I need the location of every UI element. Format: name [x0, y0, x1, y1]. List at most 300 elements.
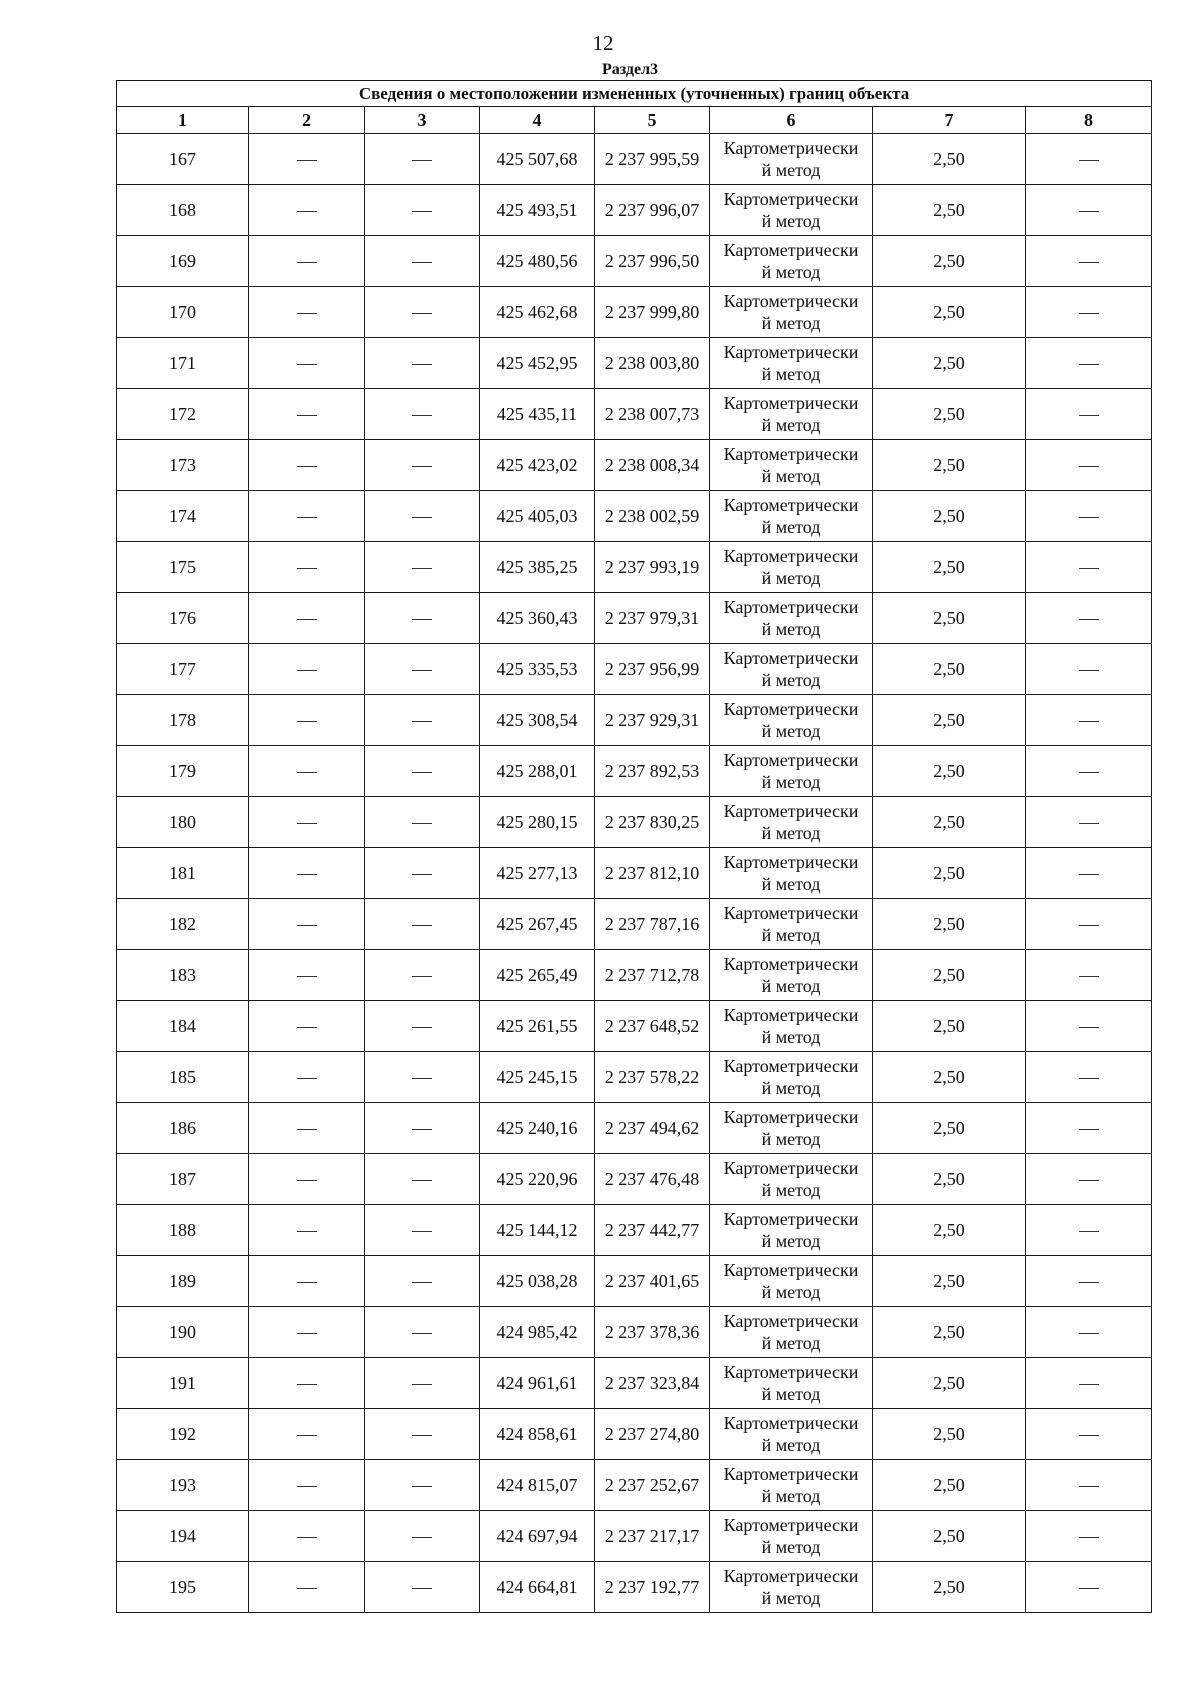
dash-mark — [412, 976, 432, 977]
dash-mark — [1079, 568, 1099, 569]
dash-mark — [1079, 1180, 1099, 1181]
y-coordinate-cell: 2 237 929,31 — [595, 695, 710, 746]
empty-cell — [249, 542, 365, 593]
method-line-1: Картометрически — [723, 1413, 859, 1433]
y-coordinate-cell: 2 237 252,67 — [595, 1460, 710, 1511]
x-coordinate-cell: 425 265,49 — [480, 950, 595, 1001]
table-row — [117, 1358, 1152, 1409]
empty-cell — [365, 389, 480, 440]
precision-cell: 2,50 — [873, 491, 1026, 542]
precision-cell: 2,50 — [873, 1103, 1026, 1154]
dash-mark — [1079, 1537, 1099, 1538]
point-number-cell: 168 — [117, 185, 249, 236]
empty-cell — [365, 287, 480, 338]
method-line-2: й метод — [761, 1588, 821, 1608]
dash-mark — [297, 619, 317, 620]
dash-mark — [412, 1282, 432, 1283]
empty-cell — [249, 389, 365, 440]
x-coordinate-cell: 424 858,61 — [480, 1409, 595, 1460]
method-line-2: й метод — [761, 1129, 821, 1149]
empty-cell — [1026, 950, 1152, 1001]
dash-mark — [412, 1486, 432, 1487]
y-coordinate-cell: 2 237 578,22 — [595, 1052, 710, 1103]
precision-cell: 2,50 — [873, 236, 1026, 287]
column-number: 7 — [873, 107, 1026, 134]
x-coordinate-cell: 425 423,02 — [480, 440, 595, 491]
empty-cell — [249, 1358, 365, 1409]
empty-cell — [249, 338, 365, 389]
table-row — [117, 848, 1152, 899]
table-row — [117, 287, 1152, 338]
x-coordinate-cell: 425 261,55 — [480, 1001, 595, 1052]
method-line-2: й метод — [761, 211, 821, 231]
method-line-1: Картометрически — [723, 1107, 859, 1127]
table-row — [117, 1205, 1152, 1256]
y-coordinate-cell: 2 237 996,50 — [595, 236, 710, 287]
empty-cell — [365, 746, 480, 797]
method-cell — [710, 338, 873, 389]
method-cell — [710, 1103, 873, 1154]
point-number-cell: 184 — [117, 1001, 249, 1052]
dash-mark — [412, 772, 432, 773]
dash-mark — [297, 1384, 317, 1385]
dash-mark — [1079, 1078, 1099, 1079]
dash-mark — [412, 1231, 432, 1232]
empty-cell — [365, 1460, 480, 1511]
y-coordinate-cell: 2 237 995,59 — [595, 134, 710, 185]
empty-cell — [249, 797, 365, 848]
method-cell — [710, 1154, 873, 1205]
point-number-cell: 175 — [117, 542, 249, 593]
empty-cell — [365, 338, 480, 389]
empty-cell — [1026, 1307, 1152, 1358]
table-row — [117, 389, 1152, 440]
method-line-1: Картометрически — [723, 699, 859, 719]
table-row — [117, 695, 1152, 746]
y-coordinate-cell: 2 238 003,80 — [595, 338, 710, 389]
dash-mark — [297, 925, 317, 926]
empty-cell — [365, 950, 480, 1001]
table-row — [117, 1001, 1152, 1052]
precision-cell: 2,50 — [873, 899, 1026, 950]
table-row — [117, 746, 1152, 797]
point-number-cell: 170 — [117, 287, 249, 338]
dash-mark — [297, 160, 317, 161]
x-coordinate-cell: 425 220,96 — [480, 1154, 595, 1205]
y-coordinate-cell: 2 237 217,17 — [595, 1511, 710, 1562]
method-line-2: й метод — [761, 364, 821, 384]
empty-cell — [249, 440, 365, 491]
empty-cell — [249, 593, 365, 644]
dash-mark — [412, 1384, 432, 1385]
method-cell — [710, 491, 873, 542]
x-coordinate-cell: 425 267,45 — [480, 899, 595, 950]
empty-cell — [365, 1001, 480, 1052]
precision-cell: 2,50 — [873, 1358, 1026, 1409]
x-coordinate-cell: 425 335,53 — [480, 644, 595, 695]
y-coordinate-cell: 2 238 007,73 — [595, 389, 710, 440]
empty-cell — [249, 1052, 365, 1103]
method-line-2: й метод — [761, 976, 821, 996]
method-line-2: й метод — [761, 1027, 821, 1047]
dash-mark — [412, 1333, 432, 1334]
point-number-cell: 178 — [117, 695, 249, 746]
dash-mark — [412, 466, 432, 467]
dash-mark — [297, 1486, 317, 1487]
point-number-cell: 194 — [117, 1511, 249, 1562]
dash-mark — [297, 211, 317, 212]
empty-cell — [365, 1358, 480, 1409]
method-line-1: Картометрически — [723, 291, 859, 311]
method-cell — [710, 1511, 873, 1562]
dash-mark — [1079, 619, 1099, 620]
dash-mark — [297, 1588, 317, 1589]
method-line-2: й метод — [761, 721, 821, 741]
empty-cell — [365, 491, 480, 542]
x-coordinate-cell: 424 985,42 — [480, 1307, 595, 1358]
x-coordinate-cell: 425 462,68 — [480, 287, 595, 338]
x-coordinate-cell: 425 240,16 — [480, 1103, 595, 1154]
dash-mark — [412, 415, 432, 416]
method-line-2: й метод — [761, 313, 821, 333]
y-coordinate-cell: 2 237 274,80 — [595, 1409, 710, 1460]
table-row — [117, 644, 1152, 695]
point-number-cell: 172 — [117, 389, 249, 440]
y-coordinate-cell: 2 237 378,36 — [595, 1307, 710, 1358]
empty-cell — [1026, 1154, 1152, 1205]
empty-cell — [1026, 440, 1152, 491]
column-number: 1 — [117, 107, 249, 134]
empty-cell — [365, 644, 480, 695]
empty-cell — [249, 491, 365, 542]
precision-cell: 2,50 — [873, 338, 1026, 389]
x-coordinate-cell: 425 280,15 — [480, 797, 595, 848]
method-line-1: Картометрически — [723, 903, 859, 923]
empty-cell — [1026, 389, 1152, 440]
method-line-2: й метод — [761, 1078, 821, 1098]
method-line-2: й метод — [761, 262, 821, 282]
precision-cell: 2,50 — [873, 593, 1026, 644]
y-coordinate-cell: 2 237 812,10 — [595, 848, 710, 899]
dash-mark — [1079, 1486, 1099, 1487]
table-title: Сведения о местоположении измененных (уточненных) границ объекта — [117, 81, 1152, 107]
point-number-cell: 181 — [117, 848, 249, 899]
method-line-2: й метод — [761, 517, 821, 537]
table-row — [117, 338, 1152, 389]
dash-mark — [1079, 1435, 1099, 1436]
dash-mark — [297, 1333, 317, 1334]
dash-mark — [1079, 262, 1099, 263]
method-cell — [710, 440, 873, 491]
table-row — [117, 1511, 1152, 1562]
method-line-2: й метод — [761, 823, 821, 843]
empty-cell — [249, 1511, 365, 1562]
empty-cell — [1026, 593, 1152, 644]
method-cell — [710, 1460, 873, 1511]
empty-cell — [1026, 1409, 1152, 1460]
precision-cell: 2,50 — [873, 1511, 1026, 1562]
dash-mark — [412, 1129, 432, 1130]
point-number-cell: 186 — [117, 1103, 249, 1154]
empty-cell — [1026, 185, 1152, 236]
method-line-1: Картометрически — [723, 495, 859, 515]
empty-cell — [1026, 1358, 1152, 1409]
precision-cell: 2,50 — [873, 1001, 1026, 1052]
point-number-cell: 183 — [117, 950, 249, 1001]
table-row — [117, 542, 1152, 593]
method-line-1: Картометрически — [723, 546, 859, 566]
empty-cell — [1026, 1460, 1152, 1511]
method-cell — [710, 1001, 873, 1052]
dash-mark — [1079, 925, 1099, 926]
dash-mark — [297, 1231, 317, 1232]
empty-cell — [1026, 746, 1152, 797]
point-number-cell: 173 — [117, 440, 249, 491]
method-line-2: й метод — [761, 568, 821, 588]
empty-cell — [1026, 695, 1152, 746]
dash-mark — [297, 1435, 317, 1436]
x-coordinate-cell: 425 480,56 — [480, 236, 595, 287]
dash-mark — [1079, 517, 1099, 518]
table-row — [117, 950, 1152, 1001]
empty-cell — [365, 1256, 480, 1307]
dash-mark — [412, 262, 432, 263]
dash-mark — [297, 772, 317, 773]
empty-cell — [365, 1562, 480, 1613]
y-coordinate-cell: 2 237 442,77 — [595, 1205, 710, 1256]
precision-cell: 2,50 — [873, 1409, 1026, 1460]
empty-cell — [365, 899, 480, 950]
x-coordinate-cell: 425 288,01 — [480, 746, 595, 797]
point-number-cell: 193 — [117, 1460, 249, 1511]
method-cell — [710, 542, 873, 593]
method-line-2: й метод — [761, 874, 821, 894]
empty-cell — [365, 1307, 480, 1358]
empty-cell — [365, 593, 480, 644]
empty-cell — [249, 899, 365, 950]
column-number: 3 — [365, 107, 480, 134]
method-line-1: Картометрически — [723, 1464, 859, 1484]
x-coordinate-cell: 425 308,54 — [480, 695, 595, 746]
point-number-cell: 195 — [117, 1562, 249, 1613]
dash-mark — [412, 1027, 432, 1028]
x-coordinate-cell: 425 405,03 — [480, 491, 595, 542]
method-cell — [710, 644, 873, 695]
precision-cell: 2,50 — [873, 950, 1026, 1001]
point-number-cell: 192 — [117, 1409, 249, 1460]
table-row — [117, 1052, 1152, 1103]
dash-mark — [412, 1537, 432, 1538]
x-coordinate-cell: 424 815,07 — [480, 1460, 595, 1511]
method-cell — [710, 695, 873, 746]
column-number: 6 — [710, 107, 873, 134]
empty-cell — [249, 695, 365, 746]
empty-cell — [1026, 1511, 1152, 1562]
point-number-cell: 171 — [117, 338, 249, 389]
method-line-2: й метод — [761, 160, 821, 180]
dash-mark — [412, 1180, 432, 1181]
dash-mark — [297, 1027, 317, 1028]
empty-cell — [249, 287, 365, 338]
empty-cell — [1026, 236, 1152, 287]
x-coordinate-cell: 425 452,95 — [480, 338, 595, 389]
empty-cell — [1026, 848, 1152, 899]
method-line-2: й метод — [761, 1180, 821, 1200]
table-row — [117, 1256, 1152, 1307]
method-cell — [710, 1358, 873, 1409]
point-number-cell: 180 — [117, 797, 249, 848]
dash-mark — [297, 1537, 317, 1538]
dash-mark — [412, 1435, 432, 1436]
precision-cell: 2,50 — [873, 389, 1026, 440]
x-coordinate-cell: 424 697,94 — [480, 1511, 595, 1562]
point-number-cell: 191 — [117, 1358, 249, 1409]
precision-cell: 2,50 — [873, 185, 1026, 236]
empty-cell — [365, 542, 480, 593]
dash-mark — [297, 1078, 317, 1079]
precision-cell: 2,50 — [873, 542, 1026, 593]
dash-mark — [412, 721, 432, 722]
dash-mark — [1079, 415, 1099, 416]
empty-cell — [249, 848, 365, 899]
table-row — [117, 1154, 1152, 1205]
method-cell — [710, 746, 873, 797]
method-line-1: Картометрически — [723, 1209, 859, 1229]
y-coordinate-cell: 2 237 999,80 — [595, 287, 710, 338]
y-coordinate-cell: 2 237 993,19 — [595, 542, 710, 593]
method-cell — [710, 593, 873, 644]
dash-mark — [297, 262, 317, 263]
dash-mark — [1079, 313, 1099, 314]
empty-cell — [1026, 797, 1152, 848]
method-line-1: Картометрически — [723, 597, 859, 617]
empty-cell — [1026, 542, 1152, 593]
empty-cell — [1026, 1052, 1152, 1103]
method-line-1: Картометрически — [723, 1311, 859, 1331]
empty-cell — [1026, 1562, 1152, 1613]
dash-mark — [1079, 874, 1099, 875]
empty-cell — [1026, 1205, 1152, 1256]
y-coordinate-cell: 2 237 830,25 — [595, 797, 710, 848]
precision-cell: 2,50 — [873, 695, 1026, 746]
precision-cell: 2,50 — [873, 848, 1026, 899]
dash-mark — [297, 1180, 317, 1181]
empty-cell — [249, 1409, 365, 1460]
precision-cell: 2,50 — [873, 746, 1026, 797]
point-number-cell: 188 — [117, 1205, 249, 1256]
precision-cell: 2,50 — [873, 440, 1026, 491]
dash-mark — [297, 976, 317, 977]
precision-cell: 2,50 — [873, 134, 1026, 185]
dash-mark — [412, 1078, 432, 1079]
method-cell — [710, 1409, 873, 1460]
dash-mark — [412, 364, 432, 365]
empty-cell — [365, 797, 480, 848]
empty-cell — [365, 1511, 480, 1562]
section-title: Раздел3 — [601, 61, 659, 78]
precision-cell: 2,50 — [873, 1460, 1026, 1511]
table-row — [117, 440, 1152, 491]
empty-cell — [249, 1307, 365, 1358]
dash-mark — [412, 619, 432, 620]
point-number-cell: 177 — [117, 644, 249, 695]
method-cell — [710, 950, 873, 1001]
dash-mark — [297, 517, 317, 518]
method-line-2: й метод — [761, 925, 821, 945]
empty-cell — [1026, 1103, 1152, 1154]
x-coordinate-cell: 425 245,15 — [480, 1052, 595, 1103]
empty-cell — [365, 1052, 480, 1103]
method-cell — [710, 1256, 873, 1307]
method-line-2: й метод — [761, 1537, 821, 1557]
dash-mark — [412, 313, 432, 314]
y-coordinate-cell: 2 237 476,48 — [595, 1154, 710, 1205]
method-line-2: й метод — [761, 1384, 821, 1404]
method-line-1: Картометрически — [723, 189, 859, 209]
precision-cell: 2,50 — [873, 797, 1026, 848]
point-number-cell: 167 — [117, 134, 249, 185]
dash-mark — [297, 1129, 317, 1130]
empty-cell — [249, 1001, 365, 1052]
dash-mark — [412, 517, 432, 518]
column-number: 5 — [595, 107, 710, 134]
dash-mark — [297, 823, 317, 824]
method-line-1: Картометрически — [723, 1515, 859, 1535]
x-coordinate-cell: 425 144,12 — [480, 1205, 595, 1256]
method-line-1: Картометрически — [723, 954, 859, 974]
table-row — [117, 593, 1152, 644]
empty-cell — [365, 848, 480, 899]
x-coordinate-cell: 425 038,28 — [480, 1256, 595, 1307]
dash-mark — [1079, 1129, 1099, 1130]
point-number-cell: 169 — [117, 236, 249, 287]
method-line-2: й метод — [761, 466, 821, 486]
empty-cell — [365, 1205, 480, 1256]
dash-mark — [297, 1282, 317, 1283]
y-coordinate-cell: 2 238 008,34 — [595, 440, 710, 491]
method-line-1: Картометрически — [723, 801, 859, 821]
dash-mark — [412, 160, 432, 161]
dash-mark — [412, 874, 432, 875]
method-line-2: й метод — [761, 1282, 821, 1302]
method-line-1: Картометрически — [723, 138, 859, 158]
y-coordinate-cell: 2 237 494,62 — [595, 1103, 710, 1154]
empty-cell — [249, 185, 365, 236]
y-coordinate-cell: 2 238 002,59 — [595, 491, 710, 542]
dash-mark — [297, 364, 317, 365]
dash-mark — [412, 211, 432, 212]
point-number-cell: 174 — [117, 491, 249, 542]
method-line-2: й метод — [761, 1231, 821, 1251]
y-coordinate-cell: 2 237 787,16 — [595, 899, 710, 950]
dash-mark — [1079, 976, 1099, 977]
precision-cell: 2,50 — [873, 1256, 1026, 1307]
empty-cell — [1026, 134, 1152, 185]
precision-cell: 2,50 — [873, 1205, 1026, 1256]
table-row — [117, 185, 1152, 236]
method-cell — [710, 797, 873, 848]
method-line-1: Картометрически — [723, 852, 859, 872]
method-line-1: Картометрически — [723, 648, 859, 668]
y-coordinate-cell: 2 237 648,52 — [595, 1001, 710, 1052]
method-cell — [710, 1052, 873, 1103]
dash-mark — [1079, 1282, 1099, 1283]
dash-mark — [1079, 823, 1099, 824]
empty-cell — [1026, 491, 1152, 542]
dash-mark — [297, 466, 317, 467]
page-number: 12 — [592, 31, 614, 55]
empty-cell — [365, 185, 480, 236]
